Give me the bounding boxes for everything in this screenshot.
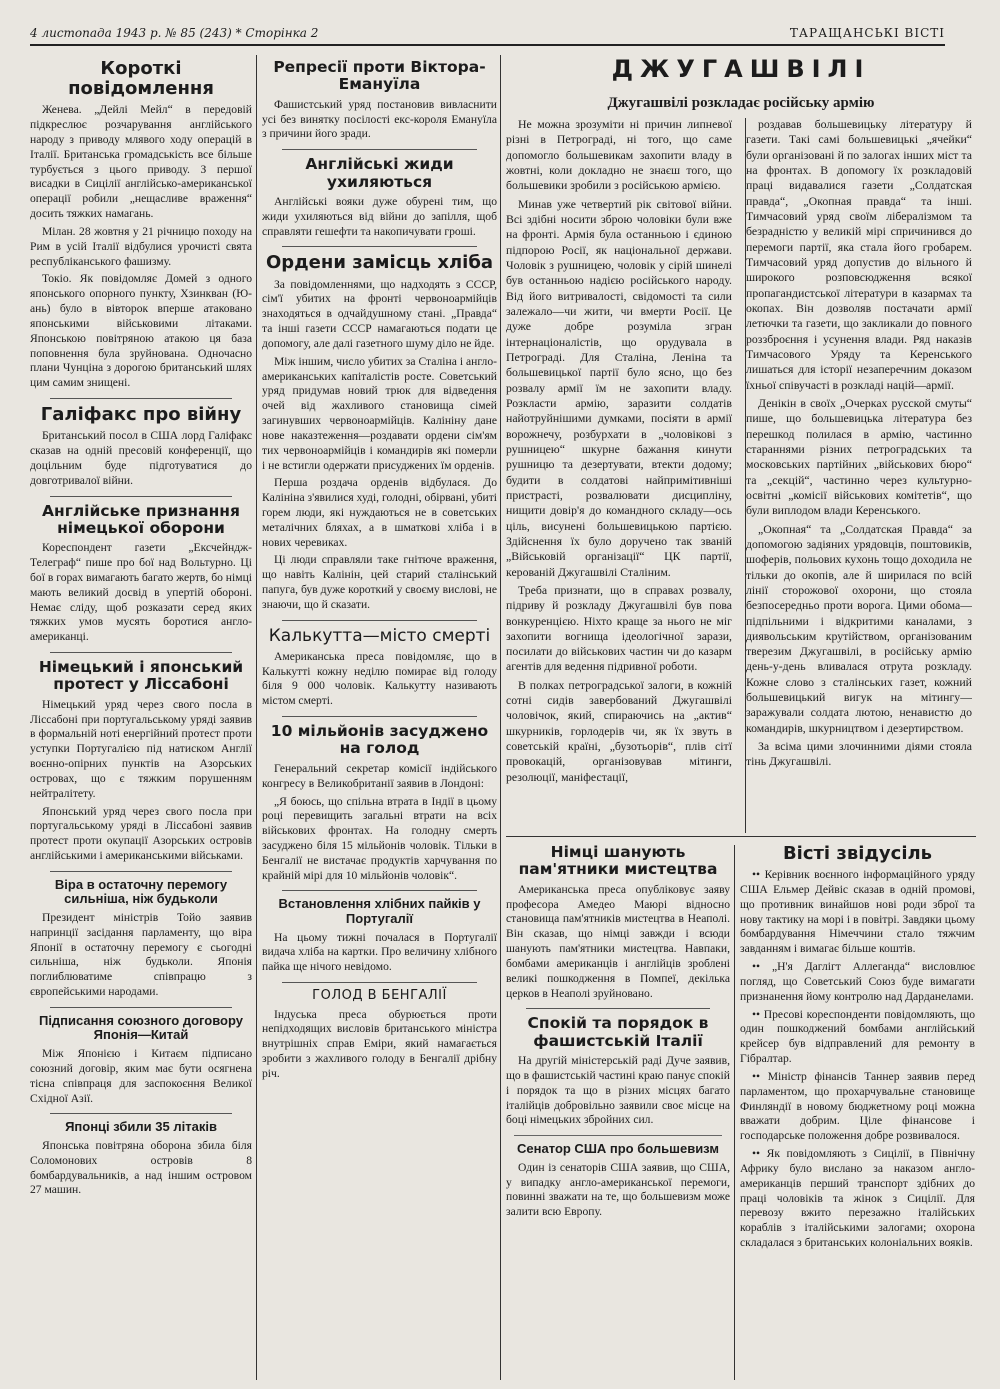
article-text: Перша роздача орденів відбулася. До Калініна з'явилися худі, голодні, обірвані, убиті горем люди, які нуждаються не в советських металічних бляхах, а в шматкові хліба і в нових черевиках. bbox=[262, 476, 497, 549]
column-rule bbox=[500, 55, 501, 1380]
news-item: •• „Н'я Даглігт Аллеганда“ висловлює погляд, що Советський Союз буде вимагати признанення йому контролю над Дарданелами. bbox=[740, 960, 975, 1003]
article-text: За всіма цими злочинними діями стояла тінь Джугашвілі. bbox=[746, 739, 972, 769]
article-text: Німецький уряд через свого посла в Ліссабоні при португальському уряді заявив в формальній ноті енергійний протест проти уступки Португалією під натиском Англії воєнно-опірних пунктів на Азорських островах, що є тяжким порушенням нейтралітету. bbox=[30, 697, 252, 800]
headline: Галіфакс про війну bbox=[40, 404, 242, 426]
headline: Вісті звідусіль bbox=[782, 843, 933, 864]
article-text: „Окопная“ та „Солдатская Правда“ за допомогою задіяних урядовців, поштовиків, шоферів, польових кухонь тощо доходила не тільки до окопів, але й ширилася по всій лінії сторожової охорони, що стояла безпосередньо проти ворога. Цими обома—підпільними і відкритими каналами, з диявольським крутійством, організованим тверезим Джугашвілі, в російську армію день-у-день вливалася отрута розкладу. Кожне слово з сталінських газет, кожний большевицький вигук на мітингу—заражували солдата лютою, ненавистю до командирів, шкурництвом і дезертирством. bbox=[746, 521, 972, 735]
headline: Короткі повідомлення bbox=[68, 58, 214, 100]
article bbox=[30, 503, 252, 646]
headline: Встановлення хлібних пайків у Португалії bbox=[278, 896, 481, 927]
divider bbox=[514, 1135, 722, 1136]
news-item: •• Керівник воєнного інформаційного уряду США Ельмер Дейвіс сказав в одній промові, що противник винайшов нові роди зброї та нову тактику на морі і в повітрі. Завдяки цьому бомбардування Німеччини стало тяжчим завданням і вимагає більше коштів. bbox=[740, 868, 975, 956]
headline: Репресії проти Віктора-Емануїла bbox=[273, 58, 486, 94]
article bbox=[262, 723, 497, 883]
feature-article bbox=[506, 55, 976, 835]
divider bbox=[282, 620, 477, 621]
news-item: •• Як повідомляють з Сицілії, в Північну Африку було вислано за наказом англо-американців перший транспорт здібних до праці чоловіків та жінок з Сицілії. Для перевозу вжито перезажно італійських кораблів з італійськими залогами; охорона складалася з британських колоніальних вояків. bbox=[740, 1147, 975, 1250]
article-text: Японська повітряна оборона збила біля Соломонових островів 8 бомбардувальників, а над іншим островом 27 машин. bbox=[30, 1138, 252, 1197]
article bbox=[740, 844, 975, 1251]
headline: Англійські жиди ухиляються bbox=[305, 155, 454, 191]
article bbox=[262, 59, 497, 142]
column-3 bbox=[506, 840, 730, 1380]
article bbox=[30, 659, 252, 864]
headline: Німецький і японський протест у Ліссабоні bbox=[38, 658, 244, 694]
feature-column-right bbox=[746, 117, 972, 832]
article bbox=[506, 1142, 730, 1220]
column-rule bbox=[734, 845, 735, 1380]
article-text: Американська преса повідомляє, що в Калькутті кожну неділю помирає від голоду біля 9 000 чоловік. Калькутту називають містом смерті. bbox=[262, 649, 497, 708]
headline: Підписання союзного договору Японія—Китай bbox=[38, 1012, 244, 1043]
article-text: За повідомленнями, що надходять з СССР, сім'ї убитих на фронті червоноармійців знаходяться в одчайдушному стані. „Правда“ та інші газети СССР намагаються подати це допомогу, але далі газетного шуму діло не йде. bbox=[262, 277, 497, 350]
divider bbox=[50, 1007, 232, 1008]
newspaper-title: ТАРАЩАНСЬКІ ВІСТІ bbox=[789, 26, 945, 40]
article-text: Ці люди справляли таке гнітюче враження, що навіть Калінін, цей старий сталінський папуга, був дуже короткий у своєму вислові, не знаючи, що й сказати. bbox=[262, 553, 497, 611]
headline: Німці шанують пам'ятники мистецтва bbox=[518, 843, 718, 879]
article-text: Кореспондент газети „Ексчейндж-Телеграф“ пише про бої над Вольтурно. Ці бої в горах вимагають багато жертв, бо німці мають великий досвід в упертій обороні. Немає сліду, щоб розказати серед яких тяжких умов мусять боротися англо-американці. bbox=[30, 541, 252, 644]
article bbox=[30, 1120, 252, 1198]
article-text: Женева. „Дейлі Мейл“ в передовій підкреслює розчарування англійського народу з приводу млявого ходу операцій в Італії. Британська громадськість все більше турбується з цього приводу. З першої висадки в Сицілії англійсько-американської операції робили „нещасливе враження“ досить тяжких намагань. bbox=[30, 103, 252, 221]
article bbox=[262, 989, 497, 1082]
column-rule bbox=[256, 55, 257, 1380]
divider bbox=[50, 496, 232, 497]
article bbox=[30, 1014, 252, 1106]
article-text: роздавав большевицьку літературу й газети. Такі самі большевицькі „ячейки“ були організовані й по залогах інших міст та на фронтах. В допомогу їх розкладовій праці видавалися газети „Солдатская правда“, „Окопная правда“ та інші. Тимчасовий уряд своїм лібералізмом та безрадністю у великій мірі спричинився до перемоги партії, яка стала його гробарем. Тимчасовий уряд допустив до вільного й широкого розповсюдження всякої пропагандистської літератури в казармах та окопах. Він дозволяв постачати армії летючки та газети, що закликали до повного роззброєння і усунення влади. Ряд наказів Тимчасового Уряду та Керенського лишаться для історії незаперечним доказом їхньої співучасті в розкладі націй—армії. bbox=[746, 117, 972, 392]
article-text: На другій міністерській раді Дуче заявив, що в фашистській частині краю панує спокій і порядок та що в різних місцях багато італійців добровільно заявили своє місце на боці німецьких збройних сил. bbox=[506, 1054, 730, 1127]
column-4 bbox=[740, 840, 975, 1380]
article-text: Токіо. Як повідомляє Домей з одного японського опорного пункту, Хзинкван (Ю-ань) було в вівторок вперше атаковано японськими військовими літаками. Японською повітряною атакою ця база поповнення була зруйнована. Одночасно плани Чунціна з дорогою британський шлях цим самим знищені. bbox=[30, 272, 252, 390]
article bbox=[30, 405, 252, 488]
article-text: Денікін в своїх „Очерках русской смуты“ пише, що большевицька література без перешкод полилася в армію, частинно стараннями різних петроградських та московських партійних „військових бюро“ та „секцій“, частинно через культурно-освітні „комісії військових комітетів“, що були виплодом влади Керенського. bbox=[746, 395, 972, 518]
news-item: •• Пресові кореспонденти повідомляють, що один пошкоджений бомбами англійський крейсер був відправлений для ремонту в Гібралтар. bbox=[740, 1007, 975, 1066]
article-text: Не можна зрозуміти ні причин липневої різні в Петрограді, ні того, що саме допомогло большевикам захопити владу в жовтні, коли докладно не знаєш того, що большевики зробили з російською армією. bbox=[506, 117, 732, 193]
divider bbox=[282, 890, 477, 891]
article-text: На цьому тижні почалася в Португалії видача хліба на картки. Про величину хлібного пайка ще нічого невідомо. bbox=[262, 930, 497, 974]
article bbox=[30, 878, 252, 1000]
feature-subheadline: Джугашвілі розкладає російську армію bbox=[607, 95, 875, 111]
article bbox=[262, 253, 497, 612]
headline: Спокій та порядок в фашистській Італії bbox=[527, 1014, 709, 1050]
article-text: Один із сенаторів США заявив, що США, у випадку англо-американської перемоги, повинні зважати на те, що большевизм може залити всю Европу. bbox=[506, 1160, 730, 1219]
article-text: Мілан. 28 жовтня у 21 річницю походу на Рим в усій Італії відбулися урочисті свята республіканського фашизму. bbox=[30, 224, 252, 268]
article-text: „Я боюсь, що спільна втрата в Індії в цьому році перевищить загальні втрати на всіх військових фронтах. На голодну смерть засуджено біля 15 мільйонів чоловік. Тільки в Бенгалії не вистачає продуктів харчування по крайній мірі для 10 мільйонів чоловік“. bbox=[262, 794, 497, 882]
divider bbox=[50, 1113, 232, 1114]
divider bbox=[282, 716, 477, 717]
article bbox=[262, 156, 497, 239]
masthead bbox=[30, 24, 945, 46]
article-text: Фашистський уряд постановив вивласнити усі без винятку посілості екс-короля Емануїла з причини його зради. bbox=[262, 97, 497, 141]
article bbox=[262, 627, 497, 709]
feature-column-left bbox=[506, 117, 732, 832]
headline: Японці збили 35 літаків bbox=[65, 1119, 217, 1135]
article bbox=[30, 59, 252, 391]
article bbox=[506, 844, 730, 1001]
article-text: Американська преса опубліковує заяву професора Амедео Маюрі відносно становища пам'ятників мистецтва в Неаполі. Він сказав, що німці завжди і всюди шанують пам'ятники мистецтва. Навпаки, бомбами американців і англійців зроблені великі пошкодження в Помпеї, декілька церков в Неаполі зруйновано. bbox=[506, 882, 730, 1000]
article-text: Минав уже четвертий рік світової війни. Всі здібні носити зброю чоловіки були вже на фронті. Армія була останньою і єдиною підпорою Росії, як національної держави. Чоловік з рушницею, чоловік у сірій шинелі був останньою надією російського народу. Від його витривалості, свідомості та сили залежало—чи жити, чи вмерти Росії. Це дуже добре розуміла згран інтернаціоналістів, що орудувала в Петрограді. Для Сталіна, Леніна та большевицької партії було ясно, що без розвалу армії їм не захопити владу. Розкласти армію, заразити солдатів найотруйнішими думками, посіяти в армії ворожнечу, розбурхати в „чоловікові з рушницею“ шкурне бажання кинути рушницю та дезертувати, втекти додому; будити в солдатові найпримітивніші пристрасті, розвалювати дисципліну, нищити довір'я до командного складу—ось ціль, висунені большевицькою партією. Здійснення їх було доручено так званій „Військовій організації“ ЦК партії, керованій Джугашвілі Сталіним. bbox=[506, 196, 732, 579]
divider bbox=[282, 149, 477, 150]
article-text: Президент міністрів Тойо заявив напринції засідання парламенту, що віра Японії в остаточну перемогу є сьогодні сильніша, ніж будьколи. Японія поглиблюватиме співпрацю з європейськими народами. bbox=[30, 910, 252, 999]
divider bbox=[50, 398, 232, 399]
article-text: Між Японією і Китаєм підписано союзний договір, яким має бути осягнена тісна співпраця для заспокоєння Великої Східної Азії. bbox=[30, 1047, 252, 1105]
section-rule bbox=[506, 836, 976, 837]
column-1 bbox=[30, 55, 252, 1380]
divider bbox=[282, 982, 477, 983]
headline: Англійське признання німецької оборони bbox=[42, 501, 240, 537]
article-text: Індуська преса обурюється проти непідходящих висловів британського міністра внутрішніх справ Еміри, який намагається зробити з жахливого голоду в Бенгалії дрібну річ. bbox=[262, 1007, 497, 1080]
article-text: Японський уряд через свого посла при португальському уряді в Ліссабоні заявив протест проти окупації Азорських островів англійськими і американськими військами. bbox=[30, 804, 252, 863]
column-2 bbox=[262, 55, 497, 1380]
headline: ГОЛОД В БЕНГАЛІЇ bbox=[312, 988, 447, 1004]
divider bbox=[526, 1008, 710, 1009]
divider bbox=[282, 246, 477, 247]
headline: Віра в остаточну перемогу сильніша, ніж будьколи bbox=[54, 876, 228, 907]
article bbox=[262, 897, 497, 975]
divider bbox=[50, 871, 232, 872]
headline: Ордени замісць хліба bbox=[265, 252, 494, 274]
article-text: Англійські вояки дуже обурені тим, що жиди ухиляються від війни до запілля, щоб справляти гешефти та накопичувати гроші. bbox=[262, 194, 497, 238]
article-text: Генеральний секретар комісії індійського конгресу в Великобританії заявив в Лондоні: bbox=[262, 761, 497, 790]
headline: 10 мільйонів засуджено на голод bbox=[270, 722, 489, 758]
article-text: Треба признати, що в справах розвалу, підриву й розкладу Джугашвілі був пова вонкуренцією. Ніхто краще за нього не міг захопити вогнища ідеологічної зарази, посилати до військових частин чи до казарм агентів для ведення підривної роботи. bbox=[506, 582, 732, 674]
headline: Сенатор США про большевизм bbox=[517, 1141, 719, 1157]
article bbox=[506, 1015, 730, 1128]
feature-headline: ДЖУГАШВІЛІ bbox=[611, 55, 871, 83]
divider bbox=[50, 652, 232, 653]
article-text: В полках петроградської залоги, в кожній сотні сидів завербований Джугашвілі чоловічок, який, спираючись на „актив“ шкурників, горлодерів чи, як їх звуть в советській країні, „бузотьорів“, плів сітї провокацій, організовував мітинги, резолюції, маніфестації, bbox=[506, 677, 732, 784]
issue-info: 4 листопада 1943 р. № 85 (243) * Сторінка 2 bbox=[30, 26, 319, 40]
headline: Калькутта—місто смерті bbox=[268, 625, 491, 646]
news-item: •• Міністр фінансів Таннер заявив перед парламентом, що прохарчувальне становище Финляндії в новому бюджетному році можна вважати добрим. Ціле фінансове і господарське положення добре розвивалося. bbox=[740, 1069, 975, 1143]
article-text: Британський посол в США лорд Галіфакс сказав на одній пресовій конференції, що доцільним буде підготуватися до довготривалої війни. bbox=[30, 429, 252, 487]
article-text: Між іншим, число убитих за Сталіна і англо-американських капіталістів росте. Советський уряд придумав новий трюк для відведення очей від жахливого становища сімей загинувших червоноармійців. Калініну дане нове наказтеження—роздавати ордени сім'ям тих червоноармійців і командирів які померли і не встигли одержати присуджених їм орденів. bbox=[262, 354, 497, 472]
